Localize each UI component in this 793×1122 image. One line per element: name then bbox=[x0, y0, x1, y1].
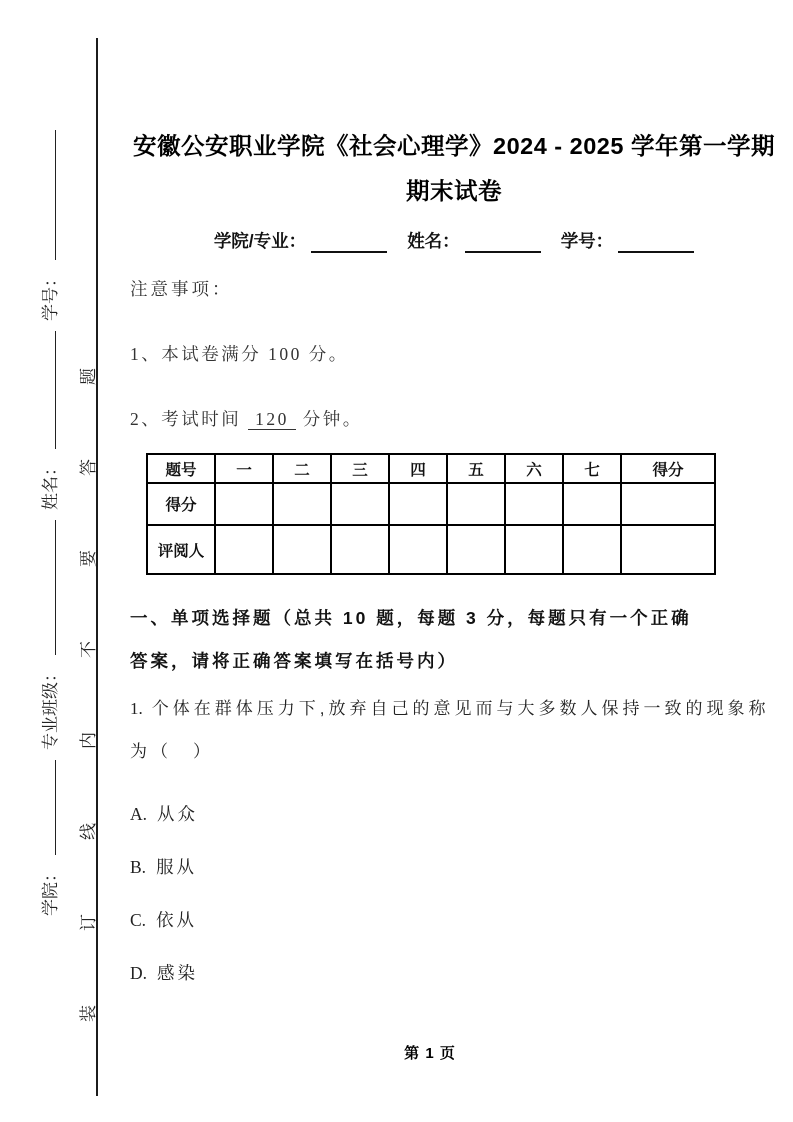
score-cell bbox=[273, 483, 331, 525]
info-blank-student-id bbox=[618, 233, 694, 253]
reviewer-row-label: 评阅人 bbox=[147, 525, 215, 574]
score-row bbox=[147, 483, 715, 525]
score-table-header-row bbox=[147, 454, 715, 483]
option-d-text: 感染 bbox=[157, 963, 199, 983]
reviewer-cell bbox=[331, 525, 389, 574]
info-group-name bbox=[407, 228, 541, 253]
score-cell bbox=[563, 483, 621, 525]
reviewer-row bbox=[147, 525, 715, 574]
info-blank-name bbox=[465, 233, 541, 253]
score-cell bbox=[447, 483, 505, 525]
info-group-college-major bbox=[214, 228, 387, 253]
notice-heading: 注意事项： bbox=[130, 279, 233, 299]
question-1-option-b bbox=[130, 855, 778, 879]
question-1-number: 1. bbox=[130, 699, 143, 718]
option-c-text: 依从 bbox=[156, 910, 198, 930]
sidebar-blank-college bbox=[41, 760, 56, 855]
score-cell bbox=[331, 483, 389, 525]
question-1-text: 个体在群体压力下,放弃自己的意见而与大多数人保持一致的现象称为（ ） bbox=[130, 699, 770, 761]
score-cell bbox=[215, 483, 273, 525]
score-header-cell: 得分 bbox=[621, 454, 715, 483]
option-a-letter: A. bbox=[130, 804, 148, 824]
info-label-college-major: 学院/专业： bbox=[213, 231, 307, 251]
reviewer-cell bbox=[505, 525, 563, 574]
score-header-cell: 五 bbox=[447, 454, 505, 483]
score-header-cell: 六 bbox=[505, 454, 563, 483]
exam-title: 安徽公安职业学院《社会心理学》2024 - 2025 学年第一学期期末试卷 bbox=[133, 133, 775, 204]
section-1-heading: 一、单项选择题（总共 10 题，每题 3 分，每题只有一个正确答案，请将正确答案填写在括号内） bbox=[130, 608, 692, 671]
exam-duration-value: 120 bbox=[248, 409, 296, 430]
question-1-option-c bbox=[130, 908, 778, 932]
reviewer-cell bbox=[273, 525, 331, 574]
option-c-letter: C. bbox=[130, 910, 147, 930]
reviewer-cell bbox=[621, 525, 715, 574]
sidebar-label-student-id: 学号： bbox=[41, 270, 60, 321]
reviewer-cell bbox=[563, 525, 621, 574]
reviewer-cell bbox=[447, 525, 505, 574]
score-header-cell: 三 bbox=[331, 454, 389, 483]
score-header-cell: 四 bbox=[389, 454, 447, 483]
reviewer-cell bbox=[215, 525, 273, 574]
reviewer-cell bbox=[389, 525, 447, 574]
sidebar-student-info bbox=[36, 116, 62, 916]
score-header-cell: 题号 bbox=[147, 454, 215, 483]
notice-item-2-pre: 2、考试时间 bbox=[130, 409, 242, 429]
info-blank-college-major bbox=[311, 233, 387, 253]
score-table bbox=[146, 453, 716, 575]
question-1-option-a bbox=[130, 802, 778, 826]
option-b-letter: B. bbox=[130, 857, 147, 877]
info-label-student-id: 学号： bbox=[560, 231, 614, 251]
option-b-text: 服从 bbox=[156, 857, 198, 877]
info-label-name: 姓名： bbox=[407, 231, 460, 251]
sidebar-label-major-class: 专业班级： bbox=[41, 665, 60, 750]
question-1 bbox=[130, 687, 776, 773]
score-cell bbox=[621, 483, 715, 525]
score-header-cell: 二 bbox=[273, 454, 331, 483]
exam-content bbox=[130, 0, 778, 985]
sidebar-blank-student-id bbox=[41, 130, 56, 260]
notice-item-2 bbox=[130, 407, 778, 431]
score-header-cell: 一 bbox=[215, 454, 273, 483]
notice-item-2-post: 分钟。 bbox=[302, 409, 363, 429]
sidebar-label-name: 姓名： bbox=[41, 459, 60, 510]
score-cell bbox=[505, 483, 563, 525]
page-number: 第 1 页 bbox=[404, 1045, 456, 1062]
sidebar-label-college: 学院： bbox=[41, 865, 60, 916]
sidebar-blank-name bbox=[41, 331, 56, 449]
binding-seal-text: 装订线内不要答题 bbox=[79, 294, 98, 1022]
student-info-line bbox=[130, 228, 778, 253]
sidebar-blank-major-class bbox=[41, 520, 56, 655]
option-a-text: 从众 bbox=[157, 804, 199, 824]
score-cell bbox=[389, 483, 447, 525]
info-group-student-id bbox=[561, 228, 695, 253]
notice-item-1: 1、本试卷满分 100 分。 bbox=[130, 344, 349, 364]
score-row-label: 得分 bbox=[147, 483, 215, 525]
question-1-option-d bbox=[130, 961, 778, 985]
option-d-letter: D. bbox=[130, 963, 148, 983]
score-header-cell: 七 bbox=[563, 454, 621, 483]
